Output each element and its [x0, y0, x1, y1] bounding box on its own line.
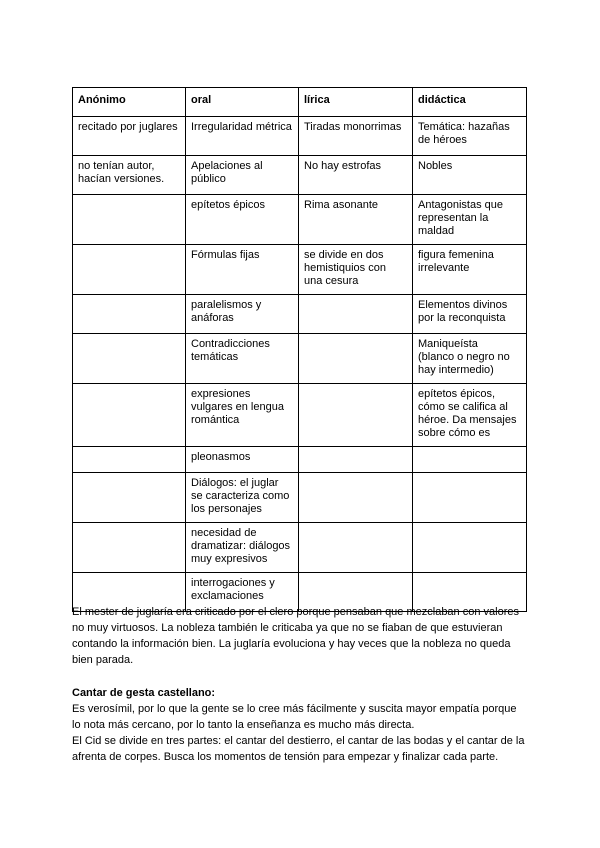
- table-row: [73, 384, 527, 447]
- table-cell: Maniqueísta (blanco o negro no hay intermedio): [413, 334, 527, 384]
- table-cell: [299, 523, 413, 573]
- table-cell: paralelismos y anáforas: [186, 295, 299, 334]
- table-cell: epítetos épicos, cómo se califica al héroe. Da mensajes sobre cómo es: [413, 384, 527, 447]
- table-row: [73, 156, 527, 195]
- table-row: [73, 334, 527, 384]
- table-cell: Nobles: [413, 156, 527, 195]
- table-cell: no tenían autor, hacían versiones.: [73, 156, 186, 195]
- table-row: [73, 117, 527, 156]
- table-row: [73, 447, 527, 473]
- table-cell: Contradicciones temáticas: [186, 334, 299, 384]
- table-cell: [299, 447, 413, 473]
- table-cell: [413, 523, 527, 573]
- header-cell-lirica: lírica: [299, 88, 413, 117]
- table-row: [73, 523, 527, 573]
- table-row: [73, 195, 527, 245]
- table-cell: No hay estrofas: [299, 156, 413, 195]
- table-cell: pleonasmos: [186, 447, 299, 473]
- paragraph-verosimil: Es verosímil, por lo que la gente se lo cree más fácilmente y suscita mayor empatía porque lo nota más cercano, por lo tanto la enseñanza es mucho más directa.: [72, 703, 517, 731]
- table-cell: [73, 523, 186, 573]
- paragraph-cid-parts: El Cid se divide en tres partes: el cantar del destierro, el cantar de las bodas y el cantar de la afrenta de corpes. Busca los momentos de tensión para empezar y finalizar cada parte.: [72, 735, 525, 763]
- table-cell: [299, 384, 413, 447]
- table-cell: Tiradas monorrimas: [299, 117, 413, 156]
- table-row: [73, 473, 527, 523]
- table-cell: se divide en dos hemistiquios con una cesura: [299, 245, 413, 295]
- table-cell: [73, 473, 186, 523]
- paragraph-criticism: El mester de juglaría era criticado por el clero porque pensaban que mezclaban con valores no muy virtuosos. La nobleza también le criticaba ya que no se fiaban de que estuvieran contando la información bien. La juglaría evoluciona y hay veces que la nobleza no queda bien parada.: [72, 606, 519, 666]
- table-header-row: [73, 88, 527, 117]
- header-cell-oral: oral: [186, 88, 299, 117]
- table-cell: [73, 245, 186, 295]
- table-row: [73, 245, 527, 295]
- table-cell: [73, 447, 186, 473]
- table-body: [73, 88, 527, 612]
- table-cell: figura femenina irrelevante: [413, 245, 527, 295]
- table-cell: [413, 447, 527, 473]
- table-cell: [73, 195, 186, 245]
- body-text: [72, 604, 528, 765]
- header-cell-didactica: didáctica: [413, 88, 527, 117]
- table-cell: [73, 384, 186, 447]
- table-cell: [413, 473, 527, 523]
- table-cell: [73, 334, 186, 384]
- table-cell: expresiones vulgares en lengua romántica: [186, 384, 299, 447]
- table-cell: Temática: hazañas de héroes: [413, 117, 527, 156]
- table-cell: Apelaciones al público: [186, 156, 299, 195]
- table-cell: Diálogos: el juglar se caracteriza como los personajes: [186, 473, 299, 523]
- table-cell: Irregularidad métrica: [186, 117, 299, 156]
- spacer: [72, 668, 528, 685]
- table-cell: [73, 295, 186, 334]
- table-row: [73, 295, 527, 334]
- table-cell: recitado por juglares: [73, 117, 186, 156]
- header-cell-anonimo: Anónimo: [73, 88, 186, 117]
- table-cell: interrogaciones y exclamaciones: [186, 573, 299, 612]
- table-cell: Fórmulas fijas: [186, 245, 299, 295]
- table-cell: Elementos divinos por la reconquista: [413, 295, 527, 334]
- table-cell: epítetos épicos: [186, 195, 299, 245]
- table-cell: [299, 334, 413, 384]
- table-cell: necesidad de dramatizar: diálogos muy expresivos: [186, 523, 299, 573]
- table-cell: [299, 473, 413, 523]
- section-heading: Cantar de gesta castellano:: [72, 687, 216, 699]
- characteristics-table: [72, 87, 527, 612]
- table-cell: Rima asonante: [299, 195, 413, 245]
- table-cell: [299, 295, 413, 334]
- table-cell: Antagonistas que representan la maldad: [413, 195, 527, 245]
